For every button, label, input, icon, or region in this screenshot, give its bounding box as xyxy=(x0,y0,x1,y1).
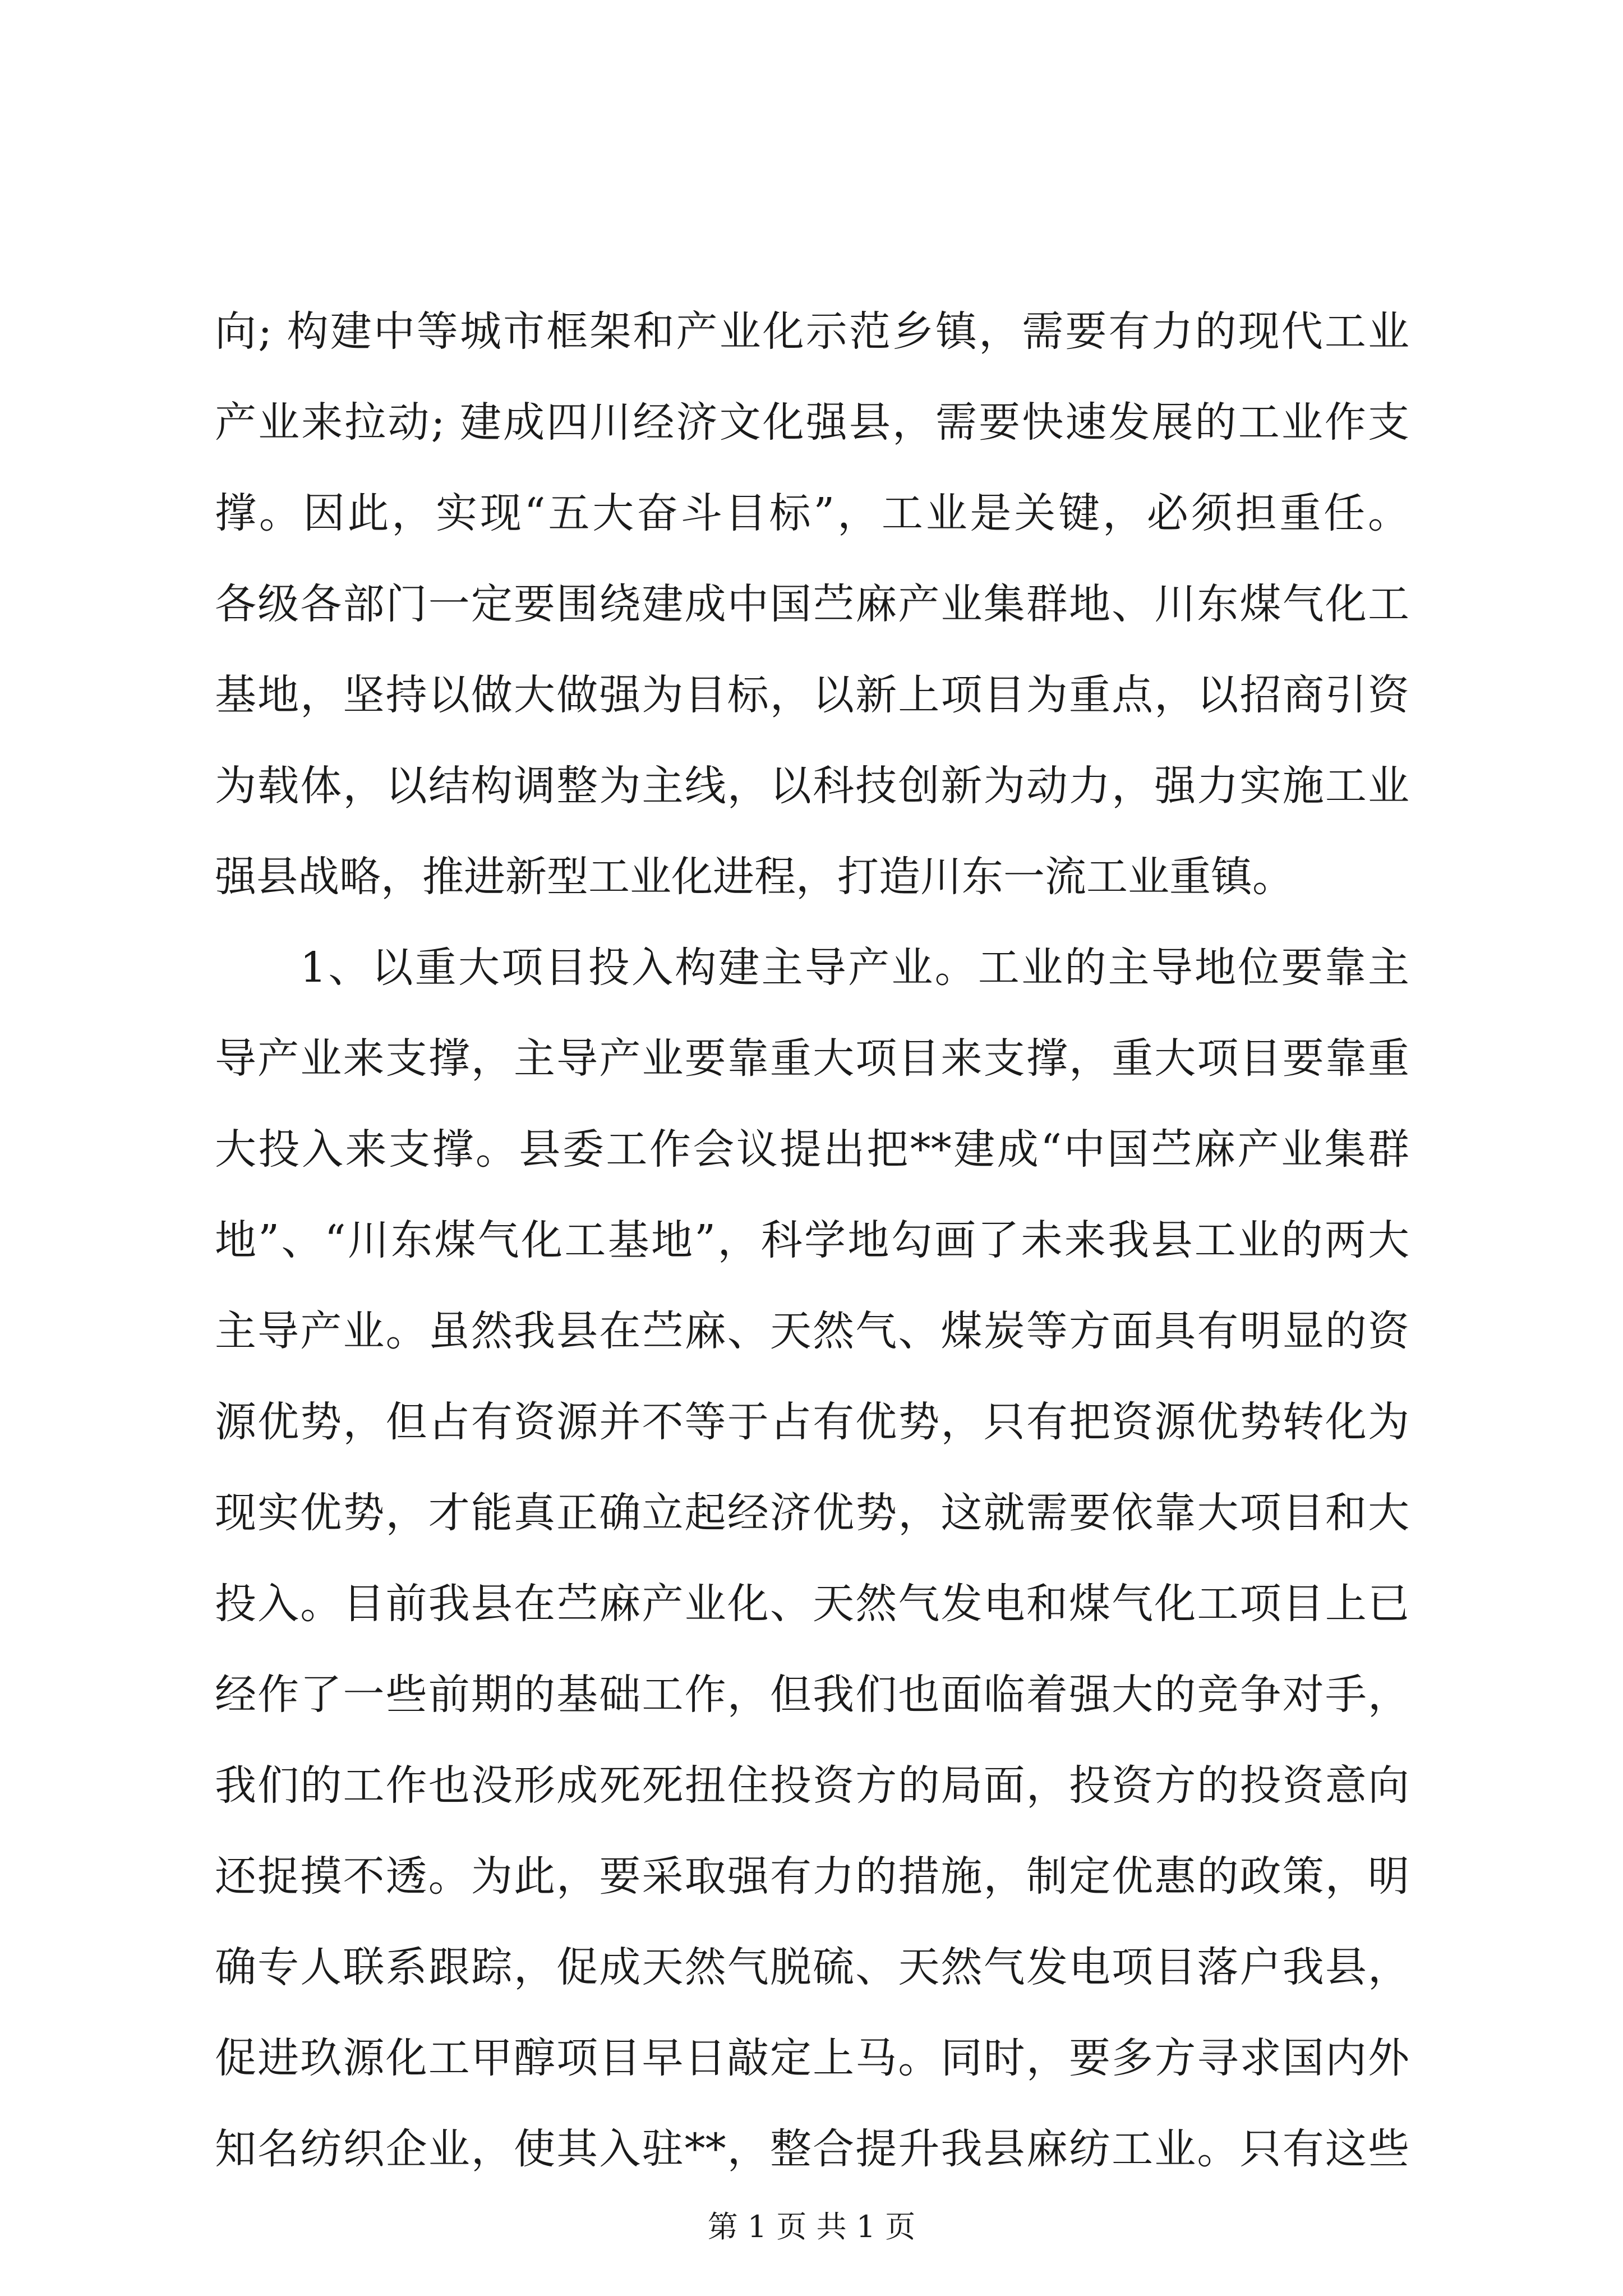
text-line: 还捉摸不透。为此，要采取强有力的措施，制定优惠的政策，明 xyxy=(215,1852,1409,1901)
text-line: 确专人联系跟踪，促成天然气脱硫、天然气发电项目落户我县， xyxy=(215,1943,1409,1991)
text-line: 各级各部门一定要围绕建成中国苎麻产业集群地、川东煤气化工 xyxy=(215,580,1409,628)
text-line: 基地，坚持以做大做强为目标，以新上项目为重点，以招商引资 xyxy=(215,671,1409,719)
text-line: 我们的工作也没形成死死扭住投资方的局面，投资方的投资意向 xyxy=(215,1761,1409,1810)
text-line: 强县战略，推进新型工业化进程，打造川东一流工业重镇。 xyxy=(215,853,1294,901)
text-line: 地”、“川东煤气化工基地”，科学地勾画了未来我县工业的两大 xyxy=(215,1216,1409,1264)
paragraph-first-line: 1、以重大项目投入构建主导产业。工业的主导地位要靠主 xyxy=(300,944,1409,992)
text-line: 产业来拉动; 建成四川经济文化强县，需要快速发展的工业作支 xyxy=(215,398,1409,447)
text-line: 投入。目前我县在苎麻产业化、天然气发电和煤气化工项目上已 xyxy=(215,1580,1409,1628)
page-number-footer: 第 1 页 共 1 页 xyxy=(707,2209,916,2244)
text-line: 源优势，但占有资源并不等于占有优势，只有把资源优势转化为 xyxy=(215,1398,1409,1446)
text-line: 经作了一些前期的基础工作，但我们也面临着强大的竞争对手， xyxy=(215,1671,1409,1719)
text-line: 导产业来支撑，主导产业要靠重大项目来支撑，重大项目要靠重 xyxy=(215,1034,1409,1083)
text-line: 向; 构建中等城市框架和产业化示范乡镇，需要有力的现代工业 xyxy=(215,307,1409,356)
text-line: 知名纺织企业，使其入驻**，整合提升我县麻纺工业。只有这些 xyxy=(215,2125,1409,2173)
text-line: 撑。因此，实现“五大奋斗目标”，工业是关键，必须担重任。 xyxy=(215,489,1409,537)
text-line: 现实优势，才能真正确立起经济优势，这就需要依靠大项目和大 xyxy=(215,1489,1409,1537)
text-line: 大投入来支撑。县委工作会议提出把**建成“中国苎麻产业集群 xyxy=(215,1125,1409,1174)
text-line: 为载体，以结构调整为主线，以科技创新为动力，强力实施工业 xyxy=(215,762,1409,810)
text-line: 促进玖源化工甲醇项目早日敲定上马。同时，要多方寻求国内外 xyxy=(215,2034,1409,2082)
text-line: 主导产业。虽然我县在苎麻、天然气、煤炭等方面具有明显的资 xyxy=(215,1307,1409,1355)
